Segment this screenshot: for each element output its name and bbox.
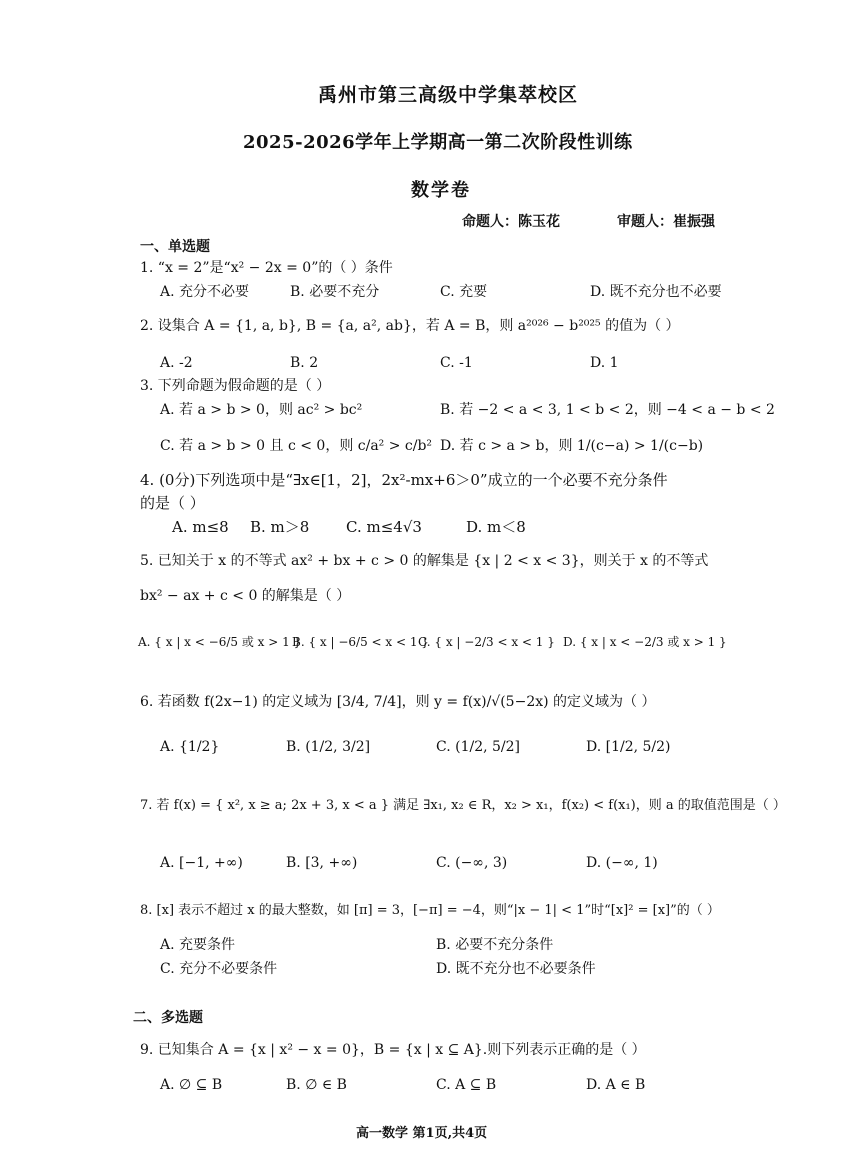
question-8-stem: 8. [x] 表示不超过 x 的最大整数，如 [π] = 3，[−π] = −4，则“|x − 1| < 1”时“[x]² = [x]”的（ ）: [140, 903, 720, 918]
question-3-stem: 3. 下列命题为假命题的是（ ）: [140, 378, 331, 394]
question-5-option-b: B. { x | −6/5 < x < 1 }: [292, 635, 429, 649]
question-6-option-a: A. {1/2}: [160, 739, 220, 755]
question-9-option-d: D. A ∈ B: [586, 1077, 646, 1093]
author-label: 命题人：陈玉花: [462, 214, 560, 230]
question-4-stem-cont: 的是（ ）: [140, 494, 205, 512]
question-1-option-d: D. 既不充分也不必要: [590, 284, 722, 300]
question-4-stem: 4. (0分)下列选项中是“∃x∈[1，2]，2x²-mx+6＞0”成立的一个必要不充分条件: [140, 471, 668, 489]
question-8-option-d: D. 既不充分也不必要条件: [436, 961, 596, 977]
question-6-option-c: C. (1/2, 5/2]: [436, 739, 520, 755]
question-4-option-a: A. m≤8: [172, 518, 229, 536]
question-7-option-a: A. [−1, +∞): [160, 855, 243, 871]
question-6-option-d: D. [1/2, 5/2): [586, 739, 671, 755]
question-6-stem: 6. 若函数 f(2x−1) 的定义域为 [3/4, 7/4]，则 y = f(x)/√(5−2x) 的定义域为（ ）: [140, 694, 656, 710]
question-1-stem: 1. “x = 2”是“x² − 2x = 0”的（ ）条件: [140, 260, 393, 276]
question-2-option-b: B. 2: [290, 355, 319, 371]
question-8-option-a: A. 充要条件: [160, 937, 236, 953]
question-2-option-c: C. -1: [440, 355, 473, 371]
question-7-option-c: C. (−∞, 3): [436, 855, 508, 871]
question-9-option-b: B. ∅ ∈ B: [286, 1077, 347, 1093]
question-7-option-b: B. [3, +∞): [286, 855, 358, 871]
reviewer-label: 审题人：崔振强: [617, 214, 715, 230]
question-1-option-b: B. 必要不充分: [290, 284, 380, 300]
question-4-option-c: C. m≤4√3: [346, 518, 422, 536]
question-8-option-c: C. 充分不必要条件: [160, 961, 278, 977]
page-footer: 高一数学 第1页,共4页: [356, 1126, 488, 1141]
question-8-option-b: B. 必要不充分条件: [436, 937, 554, 953]
question-7-stem: 7. 若 f(x) = { x², x ≥ a; 2x + 3, x < a } 满足 ∃x₁, x₂ ∈ R，x₂ > x₁，f(x₂) < f(x₁)，则 a 的取值范围是（ ）: [140, 798, 786, 813]
school-name: 禹州市第三高级中学集萃校区: [318, 84, 579, 106]
question-9-option-c: C. A ⊆ B: [436, 1077, 497, 1093]
question-3-option-b: B. 若 −2 < a < 3, 1 < b < 2，则 −4 < a − b < 2: [440, 402, 775, 418]
question-1-option-c: C. 充要: [440, 284, 488, 300]
question-5-option-c: C. { x | −2/3 < x < 1 }: [418, 635, 555, 649]
exam-title: 2025-2026学年上学期高一第二次阶段性训练: [243, 132, 633, 153]
subject-title: 数学卷: [411, 180, 471, 201]
question-5-option-d: D. { x | x < −2/3 或 x > 1 }: [563, 635, 727, 649]
question-3-option-a: A. 若 a > b > 0，则 ac² > bc²: [160, 402, 363, 418]
section-multi-choice: 二、多选题: [133, 1010, 203, 1026]
question-4-option-d: D. m＜8: [466, 518, 526, 536]
question-2-option-d: D. 1: [590, 355, 619, 371]
question-2-stem: 2. 设集合 A = {1, a, b}, B = {a, a², ab}，若 A = B，则 a²⁰²⁶ − b²⁰²⁵ 的值为（ ）: [140, 318, 680, 334]
question-9-option-a: A. ∅ ⊆ B: [160, 1077, 223, 1093]
question-2-option-a: A. -2: [160, 355, 193, 371]
question-5-stem: 5. 已知关于 x 的不等式 ax² + bx + c > 0 的解集是 {x | 2 < x < 3}，则关于 x 的不等式: [140, 553, 709, 569]
question-6-option-b: B. (1/2, 3/2]: [286, 739, 371, 755]
question-7-option-d: D. (−∞, 1): [586, 855, 658, 871]
question-3-option-c: C. 若 a > b > 0 且 c < 0，则 c/a² > c/b²: [160, 438, 433, 454]
question-1-option-a: A. 充分不必要: [160, 284, 250, 300]
question-5-option-a: A. { x | x < −6/5 或 x > 1 }: [138, 635, 302, 649]
question-9-stem: 9. 已知集合 A = {x | x² − x = 0}，B = {x | x ⊆ A}.则下列表示正确的是（ ）: [140, 1042, 646, 1058]
question-4-option-b: B. m＞8: [250, 518, 310, 536]
section-single-choice: 一、单选题: [140, 239, 210, 255]
question-5-stem-cont: bx² − ax + c < 0 的解集是（ ）: [140, 588, 351, 604]
question-3-option-d: D. 若 c > a > b，则 1/(c−a) > 1/(c−b): [440, 438, 704, 454]
